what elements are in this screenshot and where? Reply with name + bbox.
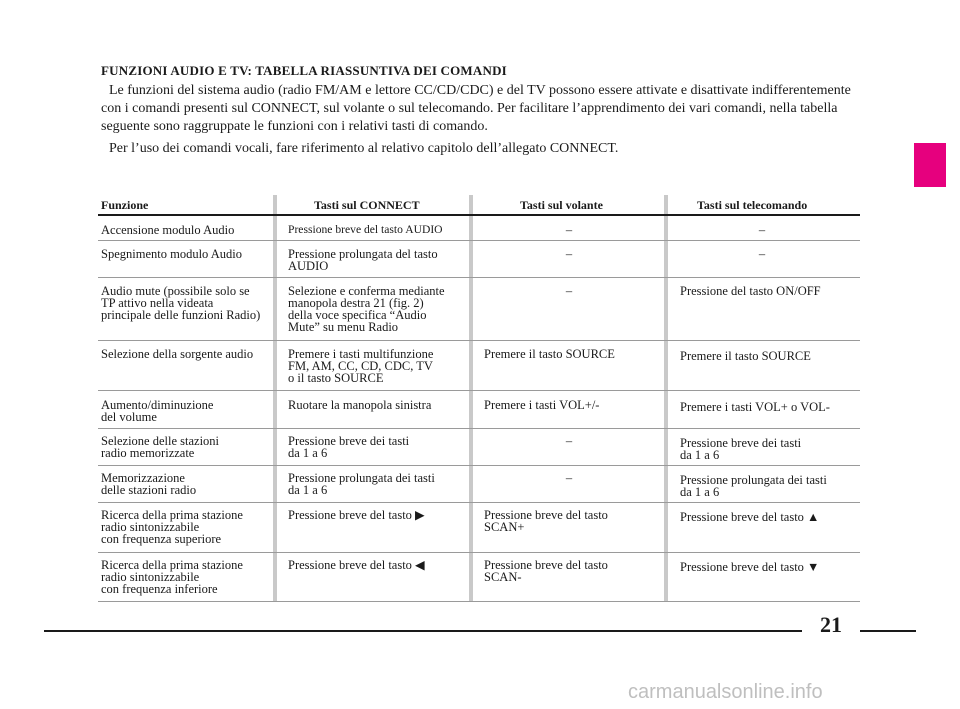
cell-funzione: Memorizzazione delle stazioni radio [101, 471, 197, 497]
header-connect: Tasti sul CONNECT [314, 198, 420, 212]
cell-telecomando: – [758, 223, 766, 237]
cell-connect: Pressione breve dei tasti da 1 a 6 [288, 434, 410, 460]
cell-funzione: Ricerca della prima stazione radio sintonizzabile con frequenza inferiore [101, 558, 243, 596]
cell-connect: Premere i tasti multifunzione FM, AM, CC, CD, CDC, TV o il tasto SOURCE [288, 347, 434, 385]
cell-funzione: Spegnimento modulo Audio [101, 247, 242, 261]
cell-volante: Pressione breve del tasto SCAN+ [484, 508, 608, 534]
row-rule [98, 428, 860, 429]
cell-telecomando: Premere il tasto SOURCE [680, 349, 811, 363]
cell-funzione: Accensione modulo Audio [101, 223, 235, 237]
footer-rule-right [860, 630, 916, 632]
cell-telecomando: Pressione prolungata dei tasti da 1 a 6 [680, 473, 827, 499]
page-number: 21 [820, 612, 842, 637]
header-funzione: Funzione [101, 198, 149, 212]
cell-connect: Pressione prolungata del tasto AUDIO [288, 247, 438, 273]
row-rule [98, 601, 860, 602]
intro-paragraph-2: Per l’uso dei comandi vocali, fare riferimento al relativo capitolo dell’allegato CONNECT. [109, 141, 619, 156]
row-rule [98, 340, 860, 341]
cell-volante: – [565, 471, 573, 485]
cell-funzione: Selezione delle stazioni radio memorizzate [101, 434, 220, 460]
header-telecomando: Tasti sul telecomando [697, 198, 808, 212]
cell-funzione: Selezione della sorgente audio [101, 347, 254, 361]
row-rule [98, 552, 860, 553]
cell-funzione: Audio mute (possibile solo se TP attivo nella videata principale delle funzioni Radio) [101, 284, 261, 322]
intro-paragraph-1: Le funzioni del sistema audio (radio FM/AM e lettore CC/CD/CDC) e del TV possono essere attivate e disattivate indifferentemente con i comandi presenti sul CONNECT, sul volante o sul telecomando. Per facilitare l’apprendimento dei vari comandi, nella tabella seguente sono raggruppate le funzioni con i relativi tasti di comando. [101, 83, 851, 134]
row-rule [98, 277, 860, 278]
section-heading: FUNZIONI AUDIO E TV: TABELLA RIASSUNTIVA DEI COMANDI [101, 63, 507, 78]
cell-volante: – [565, 284, 573, 298]
cell-telecomando: Pressione del tasto ON/OFF [680, 284, 821, 298]
cell-telecomando: Pressione breve dei tasti da 1 a 6 [680, 436, 802, 462]
cell-connect: Pressione breve del tasto AUDIO [288, 223, 443, 236]
cell-volante: – [565, 247, 573, 261]
row-rule [98, 390, 860, 391]
intro-text [101, 82, 859, 162]
column-separator [469, 195, 473, 602]
cell-volante: Pressione breve del tasto SCAN- [484, 558, 608, 584]
row-rule [98, 502, 860, 503]
cell-telecomando: – [758, 247, 766, 261]
cell-telecomando: Pressione breve del tasto ▼ [680, 560, 820, 574]
cell-volante: – [565, 223, 573, 237]
row-rule [98, 240, 860, 241]
header-volante: Tasti sul volante [520, 198, 603, 212]
cell-funzione: Aumento/diminuzione del volume [101, 398, 214, 424]
footer-rule-left [44, 630, 802, 632]
cell-telecomando: Pressione breve del tasto ▲ [680, 510, 820, 524]
cell-volante: – [565, 434, 573, 448]
cell-volante: Premere il tasto SOURCE [484, 347, 615, 361]
cell-funzione: Ricerca della prima stazione radio sintonizzabile con frequenza superiore [101, 508, 243, 546]
cell-connect: Ruotare la manopola sinistra [288, 398, 432, 412]
cell-connect: Selezione e conferma mediante manopola destra 21 (fig. 2) della voce specifica “Audio Mute” su menu Radio [288, 284, 445, 334]
cell-connect: Pressione prolungata dei tasti da 1 a 6 [288, 471, 435, 497]
section-tab-marker [914, 143, 946, 187]
column-separator [664, 195, 668, 602]
column-separator [273, 195, 277, 602]
cell-connect: Pressione breve del tasto ▶ [288, 508, 425, 522]
row-rule [98, 465, 860, 466]
cell-connect: Pressione breve del tasto ◀ [288, 558, 425, 572]
cell-telecomando: Premere i tasti VOL+ o VOL- [680, 400, 830, 414]
watermark: carmanualsonline.info [628, 681, 823, 703]
cell-volante: Premere i tasti VOL+/- [484, 398, 600, 412]
header-rule [98, 214, 860, 216]
